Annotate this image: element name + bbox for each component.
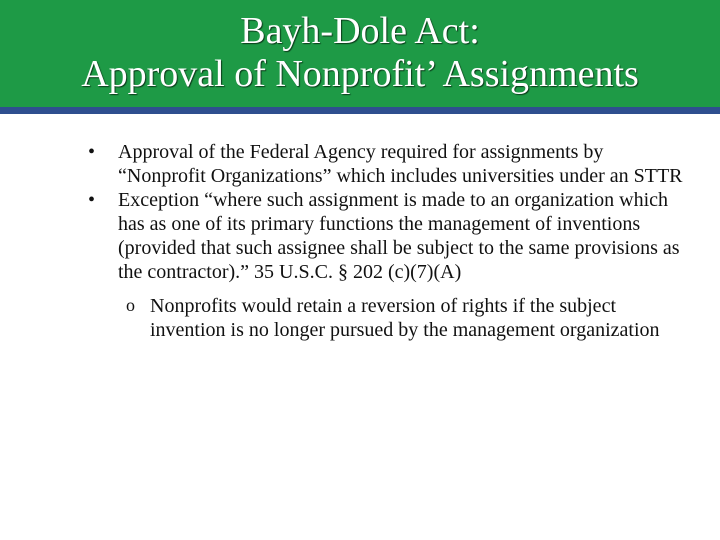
bullet-text-2: Exception “where such assignment is made to an organization which has as one of its primary functions the management of inventions (provided that such assignee shall be subject to the same provisions as the contractor).” 35 U.S.C. § 202 (c)(7)(A)	[118, 189, 680, 283]
sub-bullet-item-1	[86, 294, 696, 342]
sub-bullet-marker-icon: o	[126, 295, 135, 315]
slide-title	[0, 10, 720, 96]
title-underline	[0, 107, 720, 114]
bullet-item-2	[86, 188, 696, 284]
bullet-marker-icon: •	[88, 141, 96, 163]
bullet-item-1	[86, 140, 696, 188]
bullet-marker-icon: •	[88, 189, 96, 211]
title-bar	[0, 0, 720, 107]
title-line-2: Approval of Nonprofit’ Assignments	[81, 53, 639, 95]
bullet-text-1: Approval of the Federal Agency required for assignments by “Nonprofit Organizations” which includes universities under an STTR	[118, 141, 683, 187]
sub-bullet-text-1: Nonprofits would retain a reversion of rights if the subject invention is no longer pursued by the management organization	[150, 295, 660, 341]
slide-content	[86, 140, 696, 342]
title-line-1: Bayh-Dole Act:	[240, 10, 480, 52]
